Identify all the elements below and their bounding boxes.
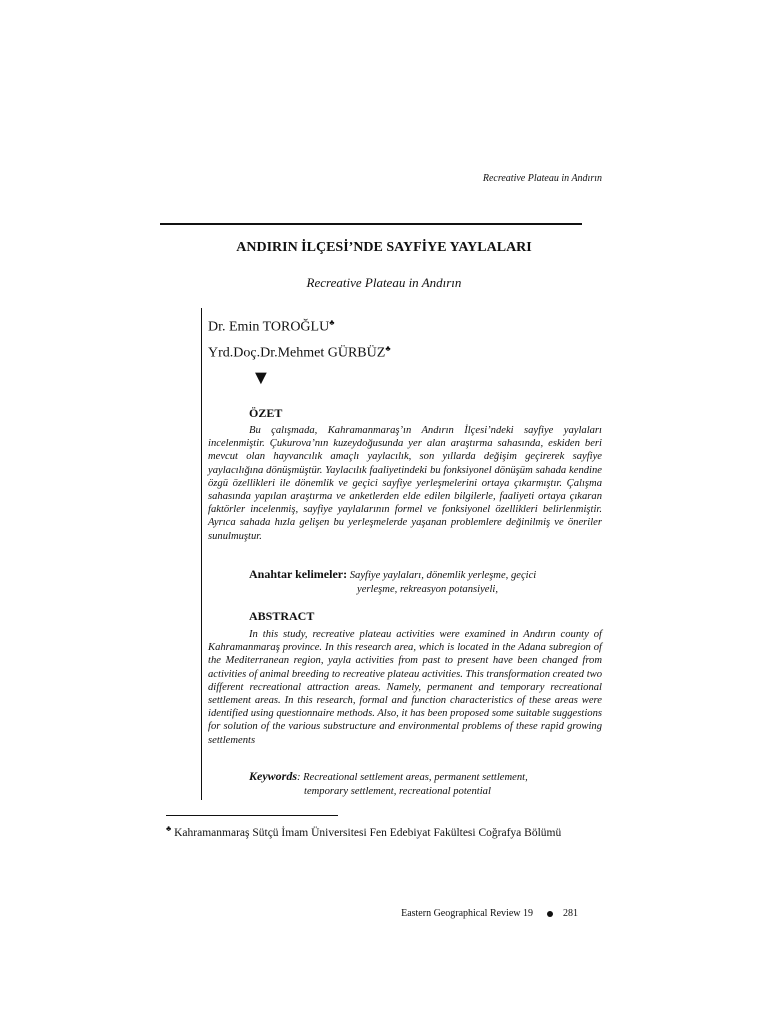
page-number: 281 — [563, 908, 578, 919]
author-1-name: Dr. Emin TOROĞLU — [208, 319, 330, 335]
author-2 — [208, 344, 391, 362]
author-2-footnote-mark: ♣ — [385, 344, 391, 353]
left-margin-rule — [201, 308, 202, 800]
abstract-keywords-line1: : Recreational settlement areas, permanent settlement, — [297, 772, 528, 783]
ozet-text: Bu çalışmada, Kahramanmaraş’ın Andırın İlçesi’ndeki sayfiye yaylaları incelenmiştir. Çukurova’nın kuzeydoğusunda yer alan araştırma sahasında, eskiden beri mevcut olan hayvancılık amaçlı yaylacılık, son yıllarda değişim geçirerek sayfiye yaylacılığına dönüşmüştür. Yaylacılık faaliyetindeki bu fonksiyonel dönüşüm sahada kendine özgü özellikleri ile dönemlik ve geçici sayfiye yerleşmelerini ortaya çıkarmıştır. Çalışma sahasında yapılan araştırma ve anketlerden elde edilen bilgilerle, faaliyeti ortaya çıkaran faktörler incelenmiş, sayfiye yaylalarının formel ve fonksiyonel özellikleri belirlenmiştir. Ayrıca sahada hızla gelişen bu yerleşmelerde yaşanan problemlere değinilmiş ve öneriler sunulmuştur. — [208, 425, 602, 542]
footnote-rule — [166, 815, 338, 816]
author-2-name: Yrd.Doç.Dr.Mehmet GÜRBÜZ — [208, 345, 386, 361]
footnote — [166, 824, 561, 839]
author-1 — [208, 318, 334, 336]
ozet-keywords-label: Anahtar kelimeler: — [249, 567, 348, 581]
abstract-text: In this study, recreative plateau activities were examined in Andırın county of Kahramanmaraş province. In this research area, which is located in the Adana subregion of the Mediterranean region, yayla activities from past to present have been changed from activities of animal breeding to recreative plateau activities. This transformation created two different recreational attraction areas. Namely, permanent and temporary recreational settlement areas. In this research, formal and function characteristics of these areas were identified using questionnaire methods. Also, it has been proposed some suitable suggestions for solution of the various substructure and environmental problems of these rapid growing settlements — [208, 629, 602, 746]
ozet-heading: ÖZET — [249, 406, 283, 420]
footnote-text: Kahramanmaraş Sütçü İmam Üniversitesi Fen Edebiyat Fakültesi Coğrafya Bölümü — [174, 826, 562, 839]
author-1-footnote-mark: ♣ — [329, 318, 335, 327]
footnote-mark: ♣ — [166, 824, 172, 833]
paper-subtitle: Recreative Plateau in Andırın — [306, 275, 462, 290]
down-arrow-icon: ▼ — [251, 367, 271, 389]
ozet-keywords — [249, 568, 602, 596]
ozet-keywords-line1: Sayfiye yaylaları, dönemlik yerleşme, geçici — [349, 570, 537, 581]
bullet-icon — [547, 911, 553, 917]
abstract-heading: ABSTRACT — [249, 609, 315, 623]
journal-name: Eastern Geographical Review 19 — [401, 908, 533, 919]
abstract-keywords-label: Keywords — [249, 769, 297, 783]
running-header: Recreative Plateau in Andırın — [482, 173, 602, 184]
paper-title: ANDIRIN İLÇESİ’NDE SAYFİYE YAYLALARI — [236, 240, 532, 255]
page-footer — [401, 908, 578, 919]
abstract-keywords — [249, 770, 602, 798]
ozet-keywords-line2: yerleşme, rekreasyon potansiyeli, — [357, 583, 499, 595]
top-rule — [160, 223, 582, 225]
abstract-keywords-line2: temporary settlement, recreational potential — [304, 785, 491, 797]
